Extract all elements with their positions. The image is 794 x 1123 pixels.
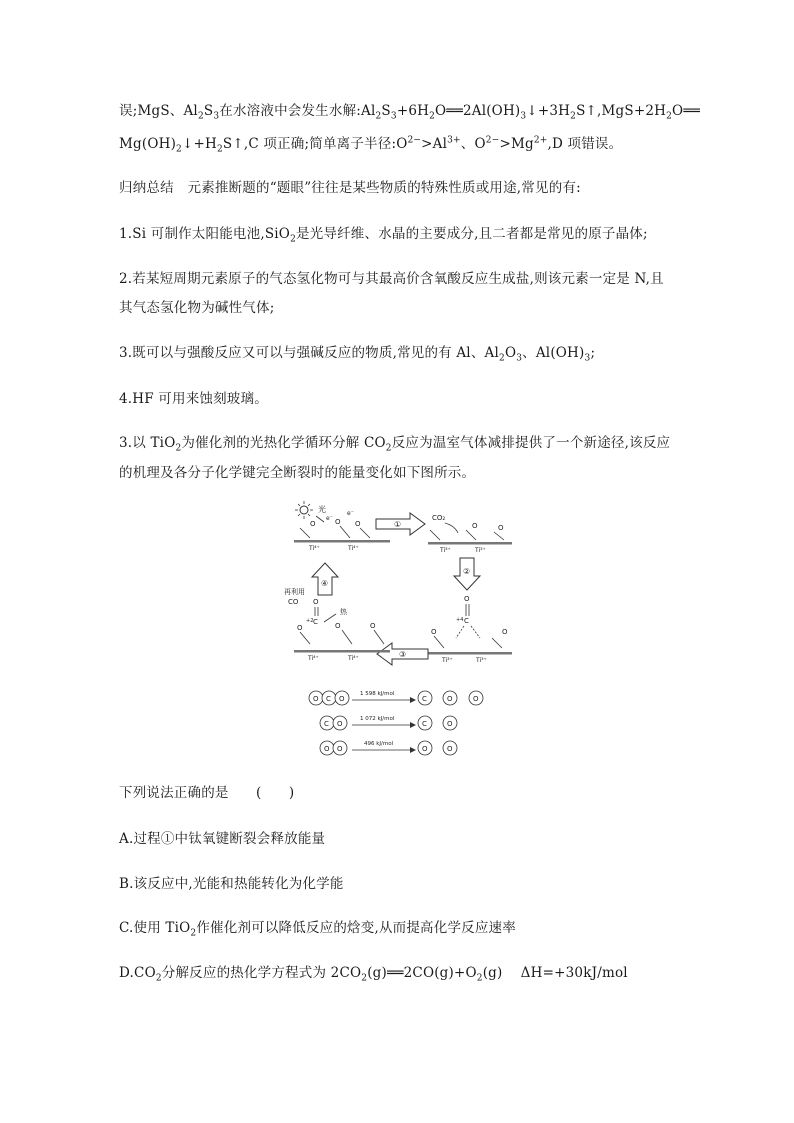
svg-text:②: ② (463, 567, 471, 576)
svg-text:O: O (313, 598, 319, 606)
svg-text:O: O (335, 518, 341, 526)
svg-text:O: O (337, 720, 343, 728)
energy-o2-label: 496 kJ/mol (364, 741, 394, 747)
svg-text:C: C (422, 695, 427, 703)
summary-item-2-line-2: 其气态氢化物为碱性气体; (119, 300, 275, 316)
svg-text:e⁻: e⁻ (326, 515, 333, 522)
svg-text:Ti³⁺: Ti³⁺ (442, 657, 453, 664)
svg-text:O: O (339, 695, 345, 703)
bond-energy-co2 (309, 691, 483, 705)
svg-text:①: ① (394, 520, 402, 529)
svg-text:④: ④ (321, 579, 329, 588)
svg-text:O: O (422, 745, 428, 753)
svg-text:O: O (370, 622, 376, 630)
reaction-mechanism-diagram (280, 498, 520, 768)
svg-text:Ti⁴⁺: Ti⁴⁺ (348, 655, 359, 662)
svg-text:Ti⁴⁺: Ti⁴⁺ (309, 545, 320, 552)
svg-text:O: O (313, 695, 319, 703)
svg-text:C: C (464, 617, 469, 625)
light-label: 光 (318, 505, 326, 514)
svg-text:Ti⁴⁺: Ti⁴⁺ (308, 655, 319, 662)
heat-label: 热 (340, 608, 347, 616)
svg-text:e⁻: e⁻ (347, 510, 354, 517)
question-prompt: 下列说法正确的是 ( ) (119, 785, 295, 801)
svg-text:O: O (335, 622, 341, 630)
step-4-arrow (312, 563, 338, 595)
step-3-arrow (377, 643, 428, 665)
panel-co2-bound (428, 595, 512, 664)
reuse-label: 再利用 (284, 588, 305, 596)
energy-co-label: 1 072 kJ/mol (360, 716, 395, 722)
svg-text:O: O (464, 595, 470, 603)
bond-energy-co (320, 716, 457, 730)
svg-text:+2: +2 (306, 618, 314, 624)
option-a[interactable]: A.过程①中钛氧键断裂会释放能量 (119, 831, 326, 847)
summary-item-4: 4.HF 可用来蚀刻玻璃。 (119, 391, 268, 407)
svg-text:O: O (502, 628, 508, 636)
energy-co2-label: 1 598 kJ/mol (360, 691, 395, 697)
svg-text:O: O (498, 524, 504, 532)
option-d[interactable]: $D.CO_2$分解反应的热化学方程式为 $2CO_2(g)══2CO(g)+O_2(g)$ ΔH=+30kJ/mol (119, 965, 628, 984)
svg-text:Ti³⁺: Ti³⁺ (476, 657, 487, 664)
svg-text:Ti³⁺: Ti³⁺ (475, 547, 486, 554)
svg-text:Ti³⁺: Ti³⁺ (440, 547, 451, 554)
svg-text:Ti⁴⁺: Ti⁴⁺ (348, 545, 359, 552)
bond-energy-o2 (320, 741, 457, 755)
co-label: CO (288, 598, 299, 606)
svg-text:O: O (447, 695, 453, 703)
panel-co2-adsorption (428, 514, 512, 554)
option-b[interactable]: B.该反应中,光能和热能转化为化学能 (119, 876, 344, 892)
svg-text:C: C (326, 695, 331, 703)
option-c[interactable]: C.使用 TiO$_2$作催化剂可以降低反应的焓变,从而提高化学反应速率 (119, 920, 516, 939)
summary-item-3: 3.既可以与强酸反应又可以与强碱反应的物质,常见的有 Al、$Al_2O_3$、$Al(OH)_3$; (119, 345, 596, 364)
co2-label: CO₂ (432, 514, 446, 522)
svg-text:O: O (431, 628, 437, 636)
svg-text:+4: +4 (456, 617, 464, 623)
question-line-1: 3.以 TiO$_2$为催化剂的光热化学循环分解 $CO_2$反应为温室气体减排提供了一个新途径,该反应 (119, 435, 671, 454)
svg-text:O: O (355, 520, 361, 528)
svg-text:C: C (422, 720, 427, 728)
question-line-2: 的机理及各分子化学键完全断裂时的能量变化如下图所示。 (119, 465, 476, 481)
explanation-line-1: 误;MgS、$Al_2S_3$在水溶液中会发生水解$:Al_2S_3+6H_2O══2Al(OH)_3↓+3H_2S↑,MgS+2H_2O══$ (119, 103, 700, 122)
summary-item-1: 1.Si 可制作太阳能电池,SiO$_2$是光导纤维、水晶的主要成分,且二者都是常见的原子晶体; (119, 226, 648, 245)
step-2-arrow (454, 558, 480, 590)
svg-text:O: O (447, 720, 453, 728)
svg-text:O: O (324, 745, 330, 753)
svg-text:C: C (324, 720, 329, 728)
svg-text:O: O (297, 624, 303, 632)
summary-item-2-line-1: 2.若某短周期元素原子的气态氢化物可与其最高价含氧酸反应生成盐,则该元素一定是 N,且 (119, 271, 664, 287)
svg-text:O: O (472, 522, 478, 530)
svg-text:③: ③ (399, 650, 407, 659)
svg-text:O: O (473, 695, 479, 703)
explanation-line-2: $Mg(OH)_2↓+H_2S↑,C$ 项正确;简单离子半径$:O^{2-}>Al^{3+}$、$O^{2-}>Mg^{2+},D$ 项错误。 (119, 135, 623, 155)
svg-text:O: O (337, 745, 343, 753)
svg-text:C: C (313, 618, 318, 626)
panel-co-release (284, 587, 390, 662)
svg-text:O: O (447, 745, 453, 753)
svg-text:O: O (310, 520, 316, 528)
summary-heading: 归纳总结 元素推断题的“题眼”往往是某些物质的特殊性质或用途,常见的有: (119, 180, 581, 196)
step-1-arrow (376, 513, 425, 535)
